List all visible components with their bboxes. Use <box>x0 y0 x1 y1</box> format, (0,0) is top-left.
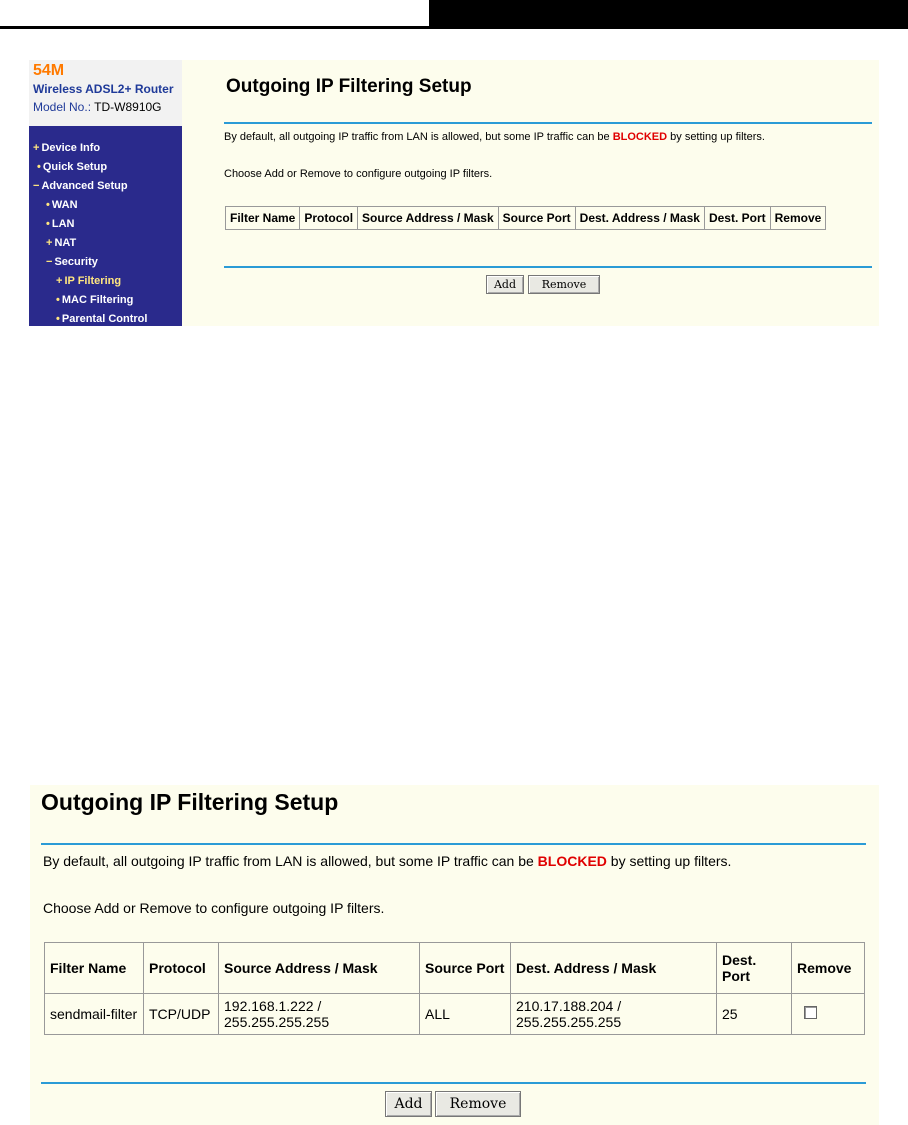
sidebar-item-label: Device Info <box>41 142 101 154</box>
screenshot-top <box>29 60 879 326</box>
col-source-address: Source Address / Mask <box>358 207 499 230</box>
cell-protocol: TCP/UDP <box>144 994 219 1035</box>
filter-table <box>225 206 826 230</box>
col-dest-port: Dest. Port <box>717 943 792 994</box>
blocked-label: BLOCKED <box>612 131 668 143</box>
cell-source-address: 192.168.1.222 / 255.255.255.255 <box>219 994 420 1035</box>
divider-bottom <box>224 266 872 268</box>
sidebar-item-advanced-setup[interactable] <box>33 180 128 192</box>
col-dest-address: Dest. Address / Mask <box>511 943 717 994</box>
cell-dest-port: 25 <box>717 994 792 1035</box>
page-title: Outgoing IP Filtering Setup <box>41 789 339 815</box>
bullet-icon: • <box>56 313 60 325</box>
col-protocol: Protocol <box>300 207 358 230</box>
col-source-port: Source Port <box>420 943 511 994</box>
sidebar-item-parental-control[interactable] <box>56 313 147 325</box>
table-header-row <box>45 943 865 994</box>
brand-product: Wireless ADSL2+ Router <box>33 82 174 96</box>
sidebar-item-label: Security <box>54 256 98 268</box>
intro-after: by setting up filters. <box>670 131 765 143</box>
sidebar-item-wan[interactable] <box>46 199 78 211</box>
bullet-icon: • <box>46 218 50 230</box>
sidebar-item-label: NAT <box>54 237 77 249</box>
sidebar-item-quick-setup[interactable] <box>37 161 107 173</box>
page-title: Outgoing IP Filtering Setup <box>226 76 472 97</box>
cell-remove <box>792 994 865 1035</box>
filter-table <box>44 942 865 1035</box>
instruction-text: Choose Add or Remove to configure outgoing IP filters. <box>224 168 493 180</box>
sidebar-item-label: LAN <box>51 218 75 230</box>
bullet-icon: • <box>37 161 41 173</box>
col-source-address: Source Address / Mask <box>219 943 420 994</box>
intro-before: By default, all outgoing IP traffic from LAN is allowed, but some IP traffic can be <box>43 853 534 869</box>
remove-button[interactable]: Remove <box>435 1091 521 1117</box>
sidebar-item-lan[interactable] <box>46 218 74 230</box>
expand-icon: + <box>33 142 40 154</box>
sidebar-item-label: MAC Filtering <box>61 294 134 306</box>
brand-speed: 54M <box>33 62 65 79</box>
col-filter-name: Filter Name <box>226 207 300 230</box>
col-dest-address: Dest. Address / Mask <box>575 207 704 230</box>
col-remove: Remove <box>792 943 865 994</box>
remove-checkbox[interactable] <box>804 1006 817 1019</box>
sidebar-item-security[interactable] <box>46 256 98 268</box>
model-label: Model No.: <box>33 100 92 114</box>
sidebar-item-label: IP Filtering <box>64 275 122 287</box>
cell-dest-address: 210.17.188.204 / 255.255.255.255 <box>511 994 717 1035</box>
cell-filter-name: sendmail-filter <box>45 994 144 1035</box>
main-content <box>182 60 879 326</box>
cell-source-port: ALL <box>420 994 511 1035</box>
add-button[interactable]: Add <box>486 275 524 294</box>
col-filter-name: Filter Name <box>45 943 144 994</box>
table-row <box>45 994 865 1035</box>
blocked-label: BLOCKED <box>537 853 607 869</box>
expand-icon: + <box>56 275 63 287</box>
divider-top <box>224 122 872 124</box>
bullet-icon: • <box>56 294 60 306</box>
table-header-row <box>226 207 826 230</box>
intro-text <box>224 131 765 143</box>
brand-panel <box>29 60 182 126</box>
sidebar-item-nat[interactable] <box>46 237 76 249</box>
instruction-text: Choose Add or Remove to configure outgoing IP filters. <box>43 900 385 916</box>
collapse-icon: − <box>33 180 40 192</box>
divider-bottom <box>41 1082 866 1084</box>
intro-after: by setting up filters. <box>610 853 732 869</box>
remove-button[interactable]: Remove <box>528 275 600 294</box>
collapse-icon: − <box>46 256 53 268</box>
col-remove: Remove <box>770 207 826 230</box>
page-header-rule <box>0 26 908 29</box>
sidebar-item-device-info[interactable] <box>33 142 100 154</box>
col-source-port: Source Port <box>498 207 575 230</box>
brand-model <box>33 100 162 114</box>
sidebar-item-ip-filtering[interactable] <box>56 275 121 287</box>
sidebar-item-label: Quick Setup <box>42 161 108 173</box>
expand-icon: + <box>46 237 53 249</box>
intro-text <box>43 853 731 869</box>
col-dest-port: Dest. Port <box>704 207 770 230</box>
sidebar-item-label: WAN <box>51 199 78 211</box>
page-header-bar <box>429 0 908 26</box>
intro-before: By default, all outgoing IP traffic from LAN is allowed, but some IP traffic can be <box>224 131 610 143</box>
sidebar-item-mac-filtering[interactable] <box>56 294 133 306</box>
divider-top <box>41 843 866 845</box>
col-protocol: Protocol <box>144 943 219 994</box>
screenshot-bottom <box>30 785 879 1125</box>
sidebar-item-label: Parental Control <box>61 313 148 325</box>
sidebar <box>29 60 182 326</box>
add-button[interactable]: Add <box>385 1091 432 1117</box>
sidebar-item-label: Advanced Setup <box>41 180 128 192</box>
model-value: TD-W8910G <box>94 100 162 114</box>
bullet-icon: • <box>46 199 50 211</box>
